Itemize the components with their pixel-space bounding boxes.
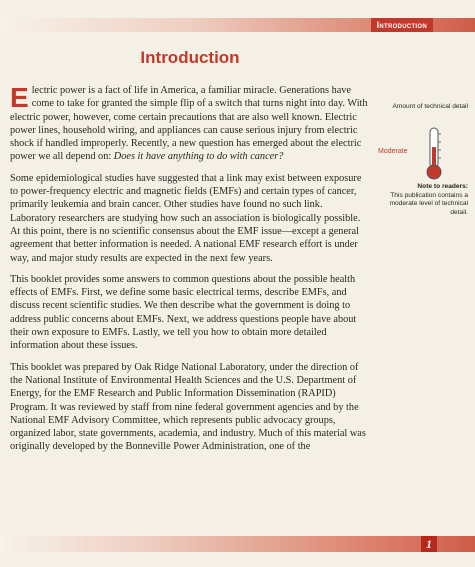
paragraph-4: This booklet was prepared by Oak Ridge National Laboratory, under the direction of the National Institute of Environmental Health Sciences and the U.S. Department of Energy, for the EMF Research and Public Information Dissemination (RAPID) Program. It was reviewed by staff from nine federal government agencies and by the National EMF Advisory Committee, which represents public advocacy groups, organized labor, state governments, academia, and industry. Much of this material was originally developed by the Bonneville Power Administration, one of the: [10, 361, 366, 453]
paragraph-1-question: Does it have anything to do with cancer?: [113, 151, 284, 163]
drop-cap: E: [10, 82, 29, 113]
paragraph-1: [10, 84, 368, 164]
footer-band: [0, 536, 475, 552]
thermometer-icon: [424, 126, 444, 182]
paragraph-3: This booklet provides some answers to common questions about the possible health effects of EMFs. First, we define some basic electrical terms, describe EMFs, and discuss recent scientific studies. We then describe what the government is doing to address public concerns about EMFs. Next, we address questions people have about their own exposure to EMFs. Lastly, we tell you how to obtain more detailed information about these issues.: [10, 273, 357, 352]
page-number: 1: [421, 536, 437, 552]
body-text: [10, 84, 368, 462]
meter-caption: Amount of technical detail: [392, 103, 468, 110]
paragraph-1-text: lectric power is a fact of life in America, a familiar miracle. Generations have come to take for granted the simple flip of a switch that turns night into day. With electric power, however, come certain precautions that are also well known. Electric power lines, household wiring, and appliances can cause serious injury from electric shock if handled improperly. Recently, a new question has emerged about the electric power we all depend on:: [10, 85, 368, 163]
note-heading: Note to readers:: [417, 183, 468, 190]
meter-level-label: Moderate: [378, 148, 408, 155]
note-text: This publication contains a moderate level of technical detail.: [389, 191, 468, 216]
note-to-readers: [372, 183, 468, 217]
paragraph-2: Some epidemiological studies have suggested that a link may exist between exposure to power-frequency electric and magnetic fields (EMFs) and certain types of cancer, primarily leukemia and brain cancer. Other studies have found no such link. Laboratory researchers are studying how such an association is biologically possible. At this point, there is no scientific consensus about the EMF issue—except a general agreement that better information is needed. A national EMF research effort is under way, and major study results are expected in the next few years.: [10, 172, 362, 264]
page-title: Introduction: [140, 48, 240, 67]
section-label: Introduction: [371, 18, 433, 32]
technical-detail-meter: [372, 126, 468, 186]
